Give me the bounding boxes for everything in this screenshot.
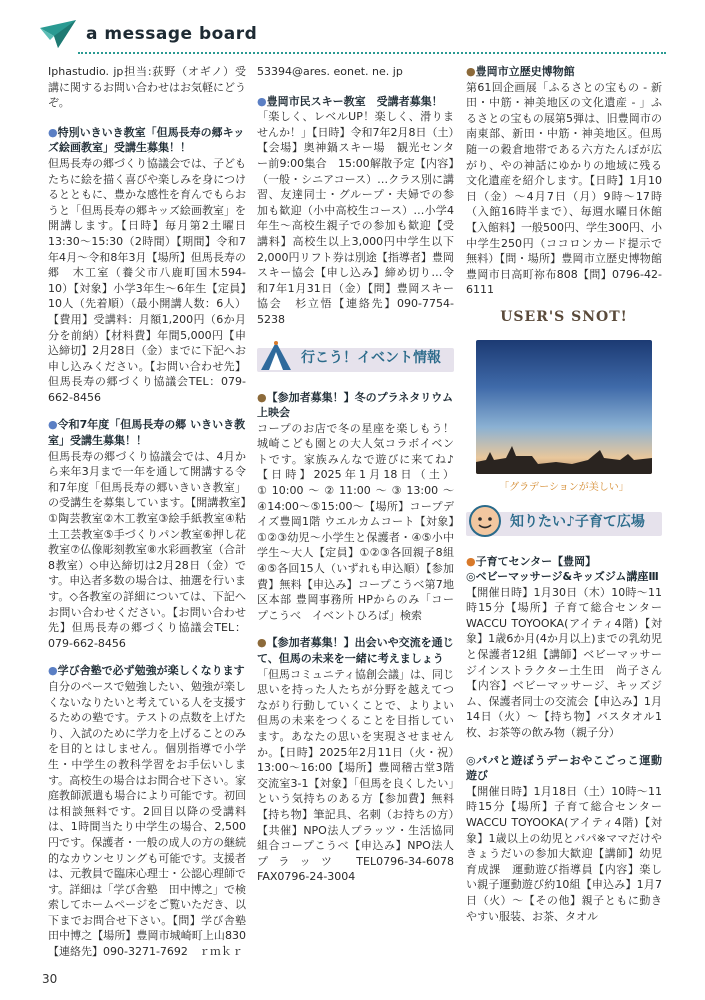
child-face-icon [468, 504, 502, 538]
event-info-banner [257, 340, 454, 378]
notice-body: 「楽しく、レベルUP！楽しく、滑りませんか！」【日時】令和7年2月8日（土）【会場】奥神鍋スキー場 観光センター前9:00集合 15:00解散予定【内容】（一般・シニアコース）…クラス別に講習、友達同士・グループ・夫婦での参加も歓迎（小中高校生コース）…小学4年生～高校生親子での参加も歓迎【受講料】高校生以上3,000円中学生以下2,000円リフト券は別途【指導者】豊岡スキー協会【申し込み】締め切り…令和7年1月31日（金）【問】豊岡スキー協会 杉立悟【連絡先】090-7754-5238 [257, 110, 454, 326]
tree-silhouette-icon [476, 434, 652, 474]
notice-body: 但馬長寿の郷づくり協議会では、子どもたちに絵を描く喜びや楽しみを身につけるとともに、豊かな感性を育んでもらおうと「但馬長寿の郷キッズ絵画教室」を開講します。【日時】毎月第2土曜日13:30～15:30（2時間）【期間】令和7年4月～令和8年3月【場所】但馬長寿の郷 木工室（養父市八鹿町国木594-10）【対象】小学3年生～6年生【定員】10人（先着順）（最小開講人数：6人）【費用】受講料：月額1,200円（6か月分を前納）【材料費】年間5,000円【申込締切】2月28日（金）までに下記へお申し込みください。【お問い合わせ先】但馬長寿の郷づくり協議会TEL：079-662-8456 [48, 156, 246, 404]
notice-planetarium [257, 390, 454, 624]
parenting-banner [466, 504, 662, 542]
notice-community-meeting [257, 635, 454, 885]
notice-title: ●令和7年度「但馬長寿の郷 いきいき教室」受講生募集！！ [48, 418, 246, 448]
sunset-photo [476, 340, 652, 474]
paper-plane-icon [38, 18, 78, 52]
bullet-dot-icon: ● [257, 636, 267, 650]
notice-body: 自分のペースで勉強したい、勉強が楽しくないなりたいと考えている人を支援するための塾です。テストの点数を上げたり、入試のために学力を上げることのみを目的とはしません。個別指導で小学生・中学生の教科学習をお手伝いします。高校生の場合はお問合せ下さい。家庭教師派遣も場合により可能です。初回は相談無料です。2回目以降の受講料は、1時間当たり中学生の場合、2,500円です。保護者・一般の成人の方の継続的なカウンセリングも可能です。支援者は、元教員で臨床心理士・公認心理師です。詳細は「学び舎塾 田中博之」で検索してホームページをご覧いただき、以下までお問合せ下さい。【問】学び舎塾 田中博之【場所】豊岡市城崎町上山830【連絡先】090-3271-7692 ｒｍｋｒ [48, 679, 257, 959]
photo-caption: 「グラデーションが美しい」 [499, 481, 629, 493]
bullet-dot-icon: ● [48, 418, 58, 432]
notice-body: コープのお店で冬の星座を楽しもう！城崎こども園との大人気コラボイベントです。家族みんなで遊びに来てね♪【日時】2025年1月18日（土）①10:00～②11:00～③13:00～④14:00～⑤15:00～【場所】コープデイズ豊岡1階 ウエルカムコート【対象】①②③幼児～小学生と保護者・④⑤小中学生～大人【定員】①②③各回親子8組④⑤各回15人（いずれも申込順）【参加費】無料【申込み】コープこうべ第7地区本部 豊岡事務所 HPからのみ「コープこうべ イベントひろば」検索 [257, 421, 454, 622]
header-divider [78, 52, 666, 54]
notice-body: 【開催日時】1月30日（木）10時～11時15分【場所】子育て総合センターWACCU TOYOOKA(アイティ4階)【対象】1歳6か月(4か月以上)までの乳幼児と保護者12組【講師】ベビーマッサージインストラクター土生田 尚子さん【内容】ベビーマッサージ、キッズジム、保護者同士の交流会【申込み】1月14日（火）～【持ち物】バスタオル1枚、お茶等の飲み物（親子分） [466, 585, 662, 740]
notice-manabiya-juku [48, 663, 257, 959]
notice-body: 「但馬コミュニティ協創会議」は、同じ思いを持った人たちが分野を越えてつながり行動していくことで、よりよい但馬の未来をつくることを目指しています。あなたの思いを実現させませんか。【日時】2025年2月11日（火・祝）13:00～16:00【場所】豊岡稽古堂3階 交流室3-1【対象】「但馬を良くしたい」という気持ちのある方【参加費】無料【持ち物】筆記具、名刺（お持ちの方）【共催】NPO法人プラッツ・生活協同組合コープこうべ【申込み】NPO法人プラッツ TEL0796-34-6078 FAX0796-24-3004 [257, 667, 454, 884]
notice-body: 但馬長寿の郷づくり協議会では、4月から来年3月まで一年を通して開講する令和7年度「但馬長寿の郷いきいき教室」の受講生を募集しています。【開講教室】①陶芸教室②木工教室③絵手紙教室④粘土工芸教室⑤手づくりパン教室⑥押し花教室⑦仏像彫刻教室⑧水彩画教室（合計8教室）◇申込締切は2月28日（金）です。申込者多数の場合は、抽選を行います。◇各教室の詳細については、下記へお問い合わせください。【お問い合わせ先】但馬長寿の郷づくり協議会TEL：079-662-8456 [48, 449, 246, 650]
bullet-dot-icon: ● [257, 94, 267, 108]
bullet-dot-icon: ● [48, 125, 58, 139]
notice-subtitle: ◎ベビーマッサージ&キッズジム講座Ⅲ [466, 570, 659, 584]
notice-ski-class [257, 94, 454, 328]
notice-title: ●【参加者募集！】出会いや交流を通じて、但馬の未来を一緒に考えましょう [257, 636, 454, 665]
notice-title: ●学び舎塾で必ず勉強が楽しくなります [48, 664, 245, 678]
banner-title: 行こう！イベント情報 [301, 349, 441, 366]
users-snot-heading: USER'S SNOT! [500, 308, 628, 325]
notice-childcare-center [466, 554, 662, 741]
notice-papa-play-day [466, 753, 662, 925]
notice-body: 第61回企画展「ふるさとの宝もの - 新田・中筋・神美地区の文化遺産 - 」ふるさとの宝もの展第5弾は、旧豊岡市の南東部、新田・中筋・神美地区。但馬随一の穀倉地帯である六方たんぼが広がり、やの神話にゆかりの地域に残る文化遺産を紹介します。【日時】1月10日（金）～4月7日（月）9時～17時（入館16時半まで）、毎週水曜日休館【入館料】一般500円、学生300円、小中学生250円（ココロンカード提示で無料）【問・場所】豊岡市立歴史博物館 豊岡市日高町祢布808【問】0796-42-6111 [466, 80, 662, 297]
bullet-dot-icon: ● [466, 554, 476, 568]
page-number: 30 [42, 972, 58, 986]
email-continuation: 53394@ares. eonet. ne. jp [257, 65, 403, 78]
notice-history-museum [466, 64, 662, 298]
notice-title: ●【参加者募集！】冬のプラネタリウム上映会 [257, 390, 454, 420]
tent-icon [259, 340, 293, 374]
bullet-dot-icon: ● [466, 65, 476, 78]
banner-title: 知りたい♪子育て広場 [510, 513, 645, 530]
notice-body: 【開催日時】1月18日（土）10時～11時15分【場所】子育て総合センターWACCU TOYOOKA(アイティ4階)【対象】1歳以上の幼児とパパ※ママだけやきょうだいの参加大歓迎【講師】幼児育成課 運動遊び指導員【内容】楽しい親子運動遊び約10組【申込み】1月7日（火）～【その他】親子ともに動きやすい服装、お茶、タオル [466, 784, 662, 923]
page-title: a message board [86, 24, 258, 44]
notice-kids-art-class [48, 125, 246, 406]
notice-title: ●特別いきいき教室「但馬長寿の郷キッズ絵画教室」受講生募集！！ [48, 125, 245, 155]
column-2 [257, 64, 454, 897]
notice-subtitle: ◎パパと遊ぼうデーおやこごっこ運動遊び [466, 753, 662, 783]
column-1 [48, 64, 257, 972]
intro-text: Iphastudio. jp担当:荻野（オギノ）受講に関するお問い合わせはお気軽にどうぞ。 [48, 65, 246, 110]
column-3 [466, 64, 662, 936]
bullet-dot-icon: ● [48, 664, 58, 678]
notice-title: ●子育てセンター【豊岡】 [466, 554, 597, 568]
page-header [38, 18, 668, 58]
notice-title: ●豊岡市民スキー教室 受講者募集！ [257, 94, 443, 108]
notice-title: ●豊岡市立歴史博物館 [466, 65, 575, 78]
notice-ikiiki-class [48, 417, 246, 651]
bullet-dot-icon: ● [257, 390, 267, 404]
